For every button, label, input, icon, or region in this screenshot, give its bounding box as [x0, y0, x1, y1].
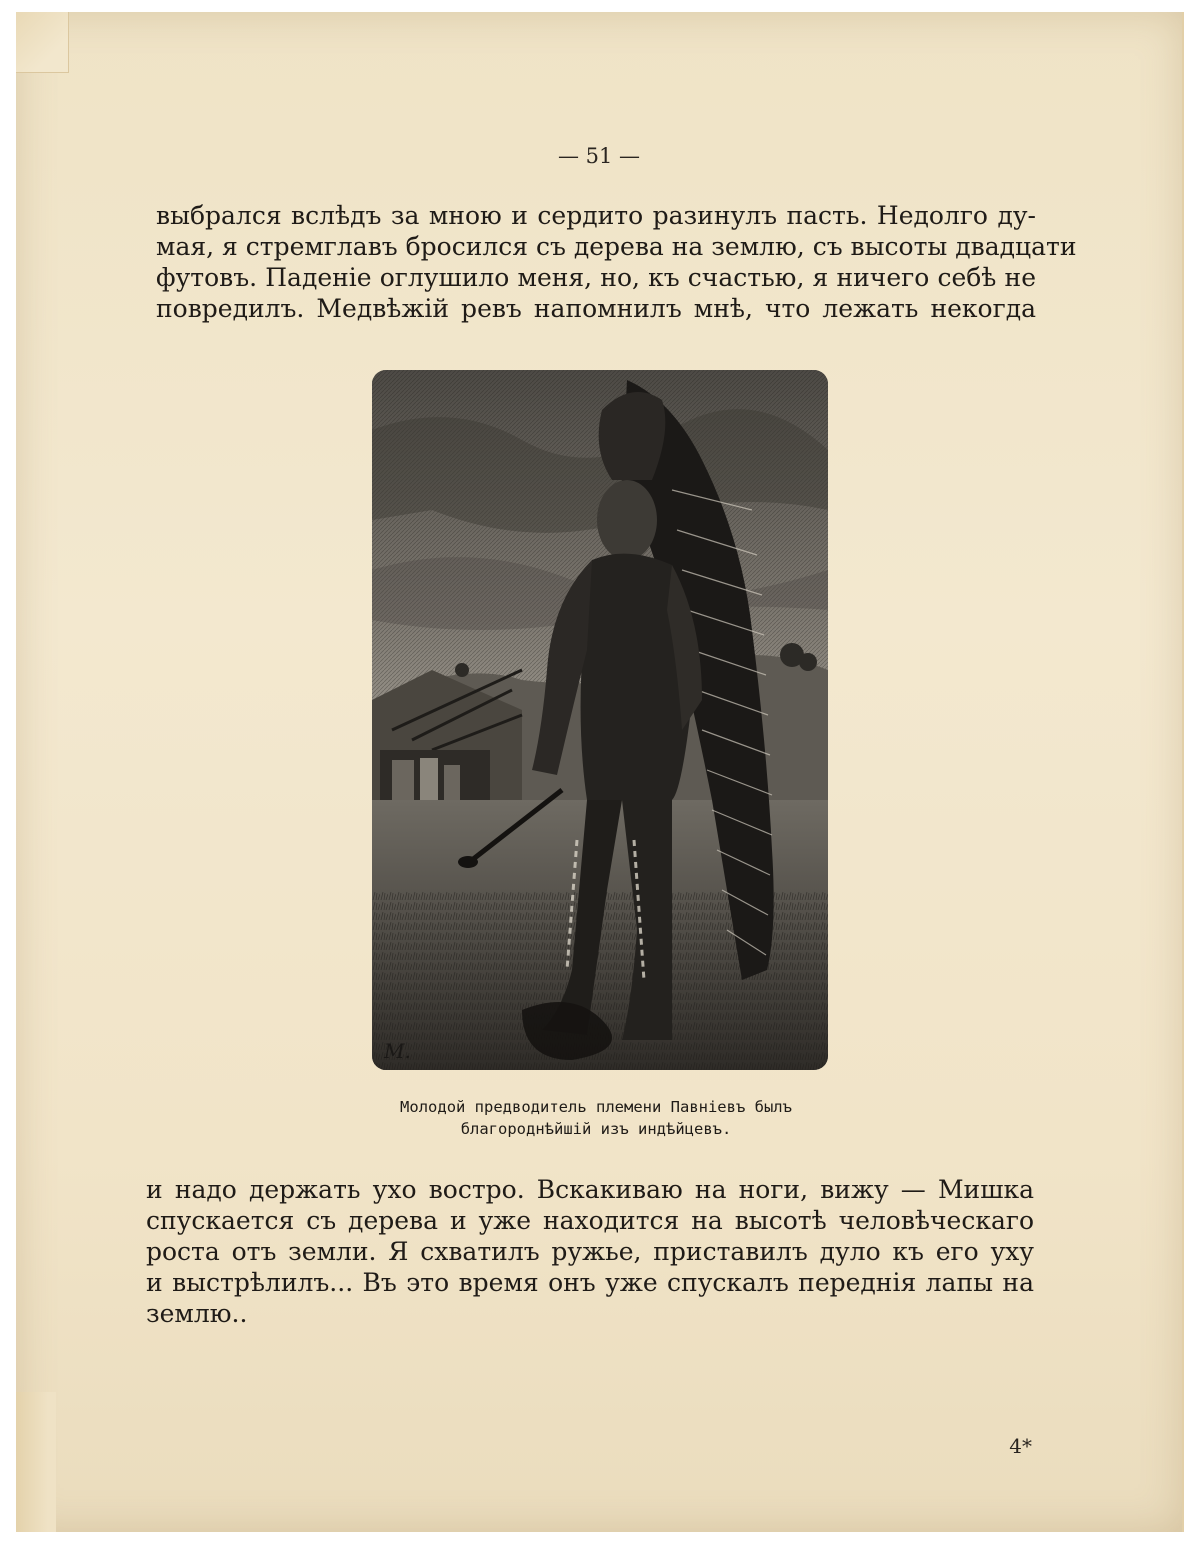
text-line: футовъ. Паденіе оглушило меня, но, къ счастью, я ничего себѣ не — [156, 263, 1036, 292]
folded-corner — [16, 12, 69, 73]
engraving-illustration — [372, 370, 828, 1070]
head — [597, 480, 657, 560]
worn-edge — [16, 1392, 56, 1532]
paragraph-top — [156, 200, 1077, 324]
engraving-svg — [372, 370, 828, 1070]
engraver-mark: M. — [384, 1039, 411, 1063]
page-number: — 51 — — [557, 144, 641, 168]
book-page — [16, 12, 1184, 1532]
caption-line: Молодой предводитель племени Павніевъ былъ — [400, 1098, 792, 1116]
signature-mark: 4* — [1009, 1434, 1032, 1458]
caption-line: благороднѣйшій изъ индѣйцевъ. — [460, 1120, 732, 1138]
text-line: и выстрѣлилъ... Въ это время онъ уже спускалъ переднія лапы на — [146, 1268, 1034, 1297]
text-line: спускается съ дерева и уже находится на высотѣ человѣческаго — [146, 1206, 1034, 1235]
text-line: повредилъ. Медвѣжій ревъ напомнилъ мнѣ, что лежать некогда — [156, 294, 1036, 323]
text-line: и надо держать ухо востро. Вскакиваю на ноги, вижу — Мишка — [146, 1175, 1034, 1204]
paragraph-bottom — [146, 1174, 1034, 1329]
illustration-caption — [316, 1096, 876, 1140]
text-line: землю.. — [146, 1299, 248, 1328]
text-line: роста отъ земли. Я схватилъ ружье, приставилъ дуло къ его уху — [146, 1237, 1034, 1266]
text-line: выбрался вслѣдъ за мною и сердито разинулъ пасть. Недолго ду- — [156, 201, 1036, 230]
text-line: мая, я стремглавъ бросился съ дерева на землю, съ высоты двадцати — [156, 232, 1077, 261]
